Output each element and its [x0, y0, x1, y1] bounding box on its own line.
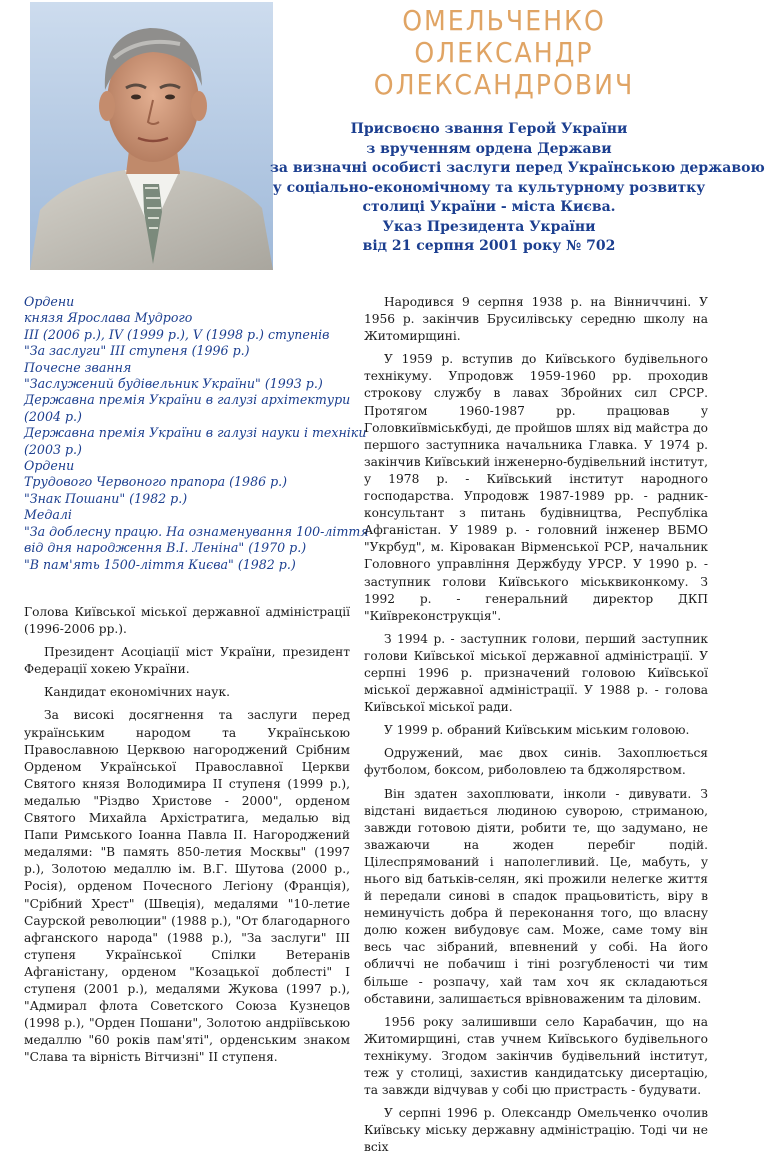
paragraph: Народився 9 серпня 1938 р. на Вінниччині. У 1956 р. закінчив Брусилівську середню школу на Житомирщині. — [364, 295, 708, 344]
honors-line: Трудового Червоного прапора (1986 р.) — [24, 474, 288, 490]
honors-line: Ордени — [24, 294, 75, 309]
award-line: Указ Президента України — [382, 218, 596, 235]
honors-line: III (2006 р.), IV (1999 р.), V (1998 р.) ступенів — [24, 326, 330, 342]
award-statement — [270, 120, 765, 257]
honors-line: "В пам'ять 1500-ліття Києва" (1982 р.) — [24, 556, 296, 572]
award-line: у соціально-економічному та культурному розвитку — [272, 179, 706, 196]
honors-line: Державна премія України в галузі науки і техніки — [24, 425, 367, 441]
honors-list — [24, 294, 369, 573]
honors-line: "Заслужений будівельник України" (1993 р.) — [24, 376, 323, 392]
paragraph: У 1959 р. вступив до Київського будівельного технікуму. Упродовж 1959-1960 рр. проходив строкову службу в лавах Збройних сил СРСР. Протягом 1960-1987 рр. працював у Головкиївміськбуді, де пройшов шлях від майстра до першого заступника начальника Главка. У 1974 р. закінчив Київський інженерно-будівельний інститут, у 1978 р. - Київський інститут народного господарства. Упродовж 1987-1989 рр. - радник-консультант з питань будівництва, Республіка Афганістан. У 1989 р. - головний інженер ВБМО "Укрбуд", м. Кіровакан Вірменської РСР, начальник Головного управління Держбуду УРСР. У 1990 р. - заступник голови Київського міськвиконкому. З 1992 р. - генеральний директор ДКП "Київреконструкція". — [364, 352, 708, 623]
honors-line: Медалі — [24, 507, 72, 523]
award-line: Присвоєно звання Герой України — [350, 121, 628, 137]
honors-line: князя Ярослава Мудрого — [24, 310, 193, 326]
portrait-photo — [30, 2, 273, 270]
person-name-line-3: ОЛЕКСАНДРОВИЧ — [373, 68, 635, 101]
award-line: за визначні особисті заслуги перед Українською державою — [270, 160, 765, 176]
award-line: столиці України - міста Києва. — [362, 199, 616, 215]
honors-line: "Знак Пошани" (1982 р.) — [24, 490, 188, 506]
honors-line: від дня народження В.І. Леніна" (1970 р.) — [24, 540, 307, 556]
honors-line: Ордени — [24, 458, 75, 474]
portrait-image — [30, 2, 273, 270]
paragraph: Голова Київської міської державної адміністрації (1996-2006 рр.). — [24, 605, 350, 637]
paragraph: З 1994 р. - заступник голови, перший заступник голови Київської міської державної адміністрації. У серпні 1996 р. призначений головою Київської міської державної адміністрації. У 1988 р. - голова Київської міської ради. — [364, 631, 708, 715]
honors-line: "За заслуги" III ступеня (1996 р.) — [24, 343, 250, 359]
honors-line: Державна премія України в галузі архітектури — [24, 392, 351, 408]
right-column-text — [364, 294, 708, 1163]
paragraph: У 1999 р. обраний Київським міським головою. — [384, 723, 690, 738]
person-name-line-2: ОЛЕКСАНДР — [414, 36, 594, 69]
paragraph: Кандидат економічних наук. — [44, 685, 230, 700]
left-column-text — [24, 604, 350, 1072]
award-line: від 21 серпня 2001 року № 702 — [362, 238, 616, 254]
honors-line: "За доблесну працю. На ознаменування 100-ліття — [24, 523, 369, 539]
paragraph: 1956 року залишивши село Карабачин, що на Житомирщині, став учнем Київського будівельного технікуму. Згодом закінчив будівельний інститут, теж у столиці, захистив кандидатську дисертацію, та завжди відчував у собі цю пристрасть - будувати. — [364, 1014, 708, 1098]
paragraph: Він здатен захоплювати, інколи - дивувати. З відстані видається людиною суворою, стриманою, завжди готовою діяти, робити те, що задумано, не зважаючи на жоден перебіг подій. Цілеспрямований і наполегливий. Це, мабуть, у нього від батьків-селян, які прожили нелегке життя й передали синові в спадок працьовитість, віру в неминучість добра й переконання того, що власну долю кожен вибудовує сам. Може, саме тому він весь час зібраний, впевнений у собі. На його обличчі не побачиш і тіні розгубленості чи тим більше - розпачу, хай там хоч як складаються обставини, залишається врівноваженим та діловим. — [364, 786, 708, 1006]
paragraph: За високі досягнення та заслуги перед українським народом та Українською Православною Церквою нагороджений Срібним Орденом Української Православної Церкви Святого князя Володимира II ступеня (1999 р.), медалью "Різдво Христове - 2000", орденом Святого Михайла Архістратига, медалью від Папи Римського Іоанна Павла II. Нагороджений медалями: "В память 850-летия Москвы" (1997 р.), Золотою медаллю ім. В.Г. Шутова (2000 р., Росія), орденом Почесного Легіону (Франція), "Срібний Хрест" (Швеція), медалями "10-летие Саурской революции" (1988 р.), "От благодарного афганского народа" (1988 р.), "За заслуги" III ступеня Української Спілки Ветеранів Афганістану, орденом "Козацької доблесті" I ступеня (2001 р.), медалями Жукова (1997 р.), "Адмирал флота Советского Союза Кузнецов (1998 р.), "Орден Пошани", Золотою андріївською медаллю "60 років пам'яті", орденським знаком "Слава та вірність Вітчизні" II ступеня. — [24, 708, 350, 1065]
person-name-line-1: ОМЕЛЬЧЕНКО — [402, 4, 606, 37]
honors-line: (2004 р.) — [24, 408, 82, 424]
honors-line: (2003 р.) — [24, 441, 82, 457]
paragraph: У серпні 1996 р. Олександр Омельченко очолив Київську міську державну адміністрацію. Тоді чи не всіх — [364, 1106, 708, 1155]
honors-line: Почесне звання — [24, 359, 132, 375]
paragraph: Одружений, має двох синів. Захоплюється футболом, боксом, риболовлею та бджолярством. — [364, 746, 708, 778]
award-line: з врученням ордена Держави — [366, 140, 612, 157]
paragraph: Президент Асоціації міст України, президент Федерації хокею України. — [24, 645, 350, 677]
